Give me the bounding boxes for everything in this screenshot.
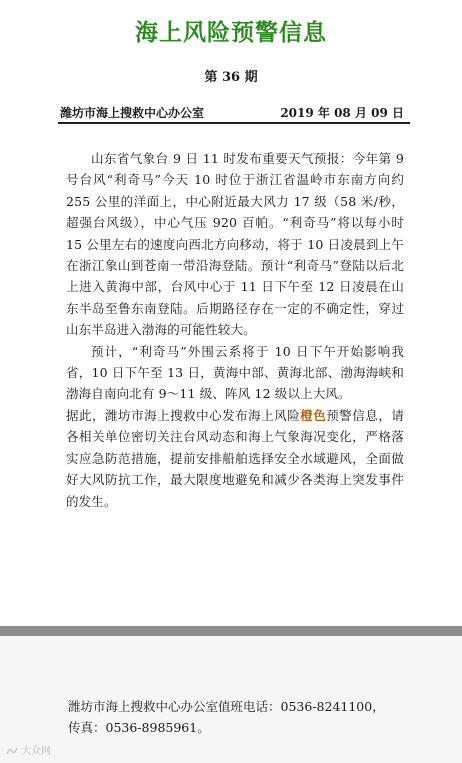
- document-body: [66, 148, 404, 512]
- issue-date: 2019 年 08 月 09 日: [280, 106, 404, 120]
- document-title: 海上风险预警信息: [135, 20, 327, 46]
- paragraph-notice: [66, 405, 404, 512]
- watermark-text: 大众网: [21, 746, 52, 757]
- watermark: [6, 742, 51, 757]
- page-separator-band: [0, 626, 462, 636]
- notice-text-after: 预警信息，请各相关单位密切关注台风动态和海上气象海况变化，严格落实应急防范措施，提前安排船舶选择安全水域避风，全面做好大风防抗工作，最大限度地避免和减少各类海上突发事件的发生。: [66, 407, 404, 509]
- contact-footer: [68, 696, 408, 738]
- paragraph-forecast: 山东省气象台 9 日 11 时发布重要天气预报：今年第 9 号台风“利奇马”今天 10 时位于浙江省温岭市东南方向约 255 公里的洋面上，中心附近最大风力 17 级（58 米/秒，超强台风级），中心气压 920 百帕。“利奇马”将以每小时 15 公里左右的速度向西北方向移动，将于 10 日凌晨到上午在浙江象山到苍南一带沿海登陆。预计“利奇马”登陆以后北上进入黄海中部，台风中心于 11 日下午至 12 日凌晨在山东半岛至鲁东南登陆。后期路径存在一定的不确定性，穿过山东半岛进入渤海的可能性较大。: [66, 151, 404, 338]
- issuer-name: 潍坊市海上搜救中心办公室: [60, 106, 205, 120]
- header-divider: [58, 122, 410, 124]
- issue-number: 第 36 期: [204, 70, 258, 85]
- duty-phone-line: 潍坊市海上搜救中心办公室值班电话：0536-8241100，: [68, 699, 385, 714]
- warning-level-highlight: 橙色: [300, 407, 327, 423]
- paragraph-impact: 预计，“利奇马”外围云系将于 10 日下午开始影响我省，10 日下午至 13 日，黄海中部、黄海北部、渤海海峡和渤海自南向北有 9～11 级、阵风 12 级以上大风。: [66, 343, 404, 402]
- notice-text-before: 据此，潍坊市海上搜救中心发布海上风险: [66, 407, 301, 423]
- fax-line: 传真：0536-8985961。: [68, 720, 210, 735]
- watermark-logo-icon: [6, 746, 18, 756]
